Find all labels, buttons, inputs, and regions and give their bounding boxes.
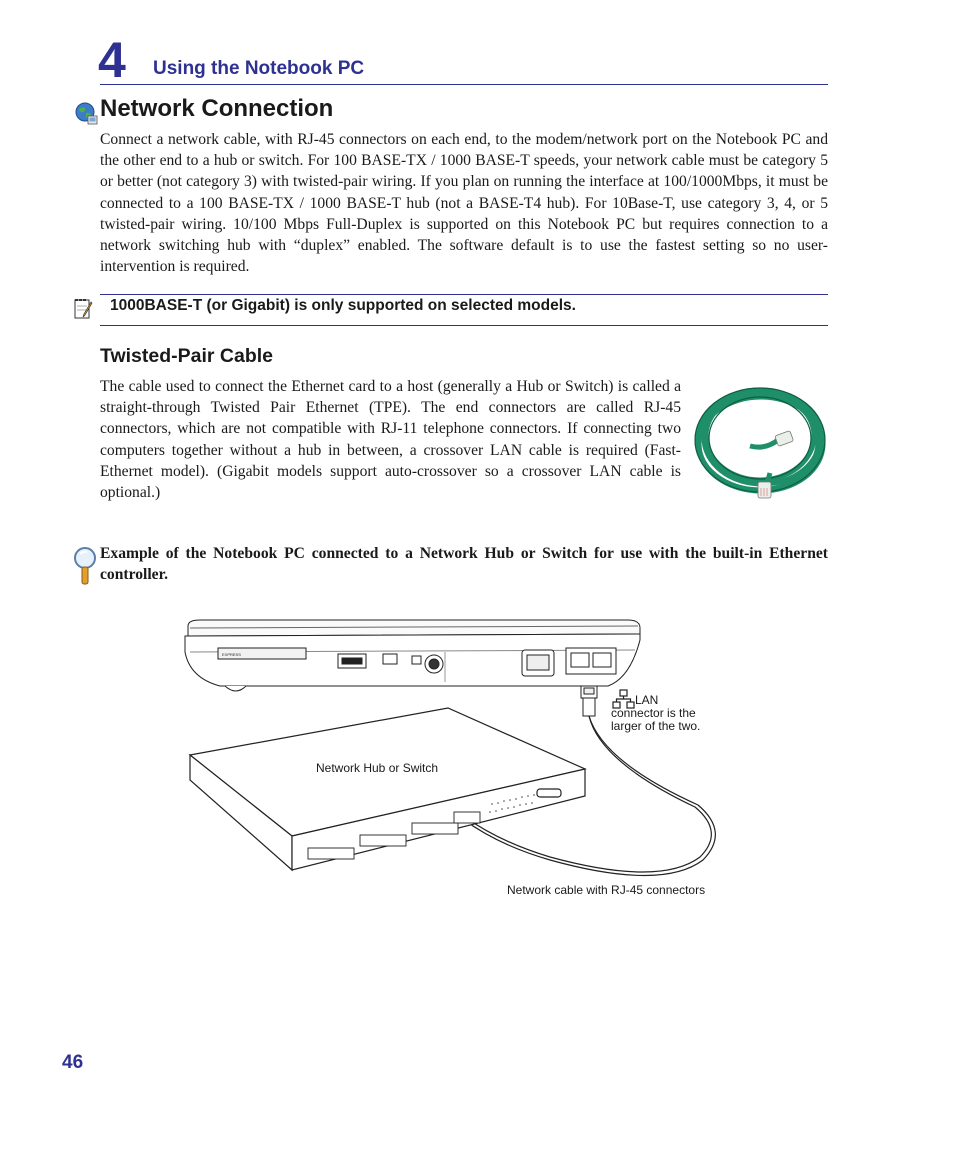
laptop-brand-text: EXPRESS <box>222 652 241 657</box>
hub-label: Network Hub or Switch <box>316 761 439 775</box>
ethernet-cable-photo <box>690 378 830 508</box>
section-title: Network Connection <box>100 95 334 122</box>
network-connection-paragraph: Connect a network cable, with RJ-45 connectors on each end, to the modem/network port on the Notebook PC and the other end to a hub or switch. For 100 BASE-TX / 1000 BASE-T speeds, your network cable must be category 5 or better (not category 3) with twisted-pair wiring. If you plan on running the interface at 100/1000Mbps, it must be connected to a 100 BASE-TX / 1000 BASE-T hub (not a BASE-T4 hub). For 10Base-T, use category 3, 4, or 5 twisted-pair wiring. 10/100 Mbps Full-Duplex is supported on this Notebook PC but requires connection to a network switching hub with “duplex” enabled. The software default is to use the fastest setting so no user-intervention is required. <box>100 131 828 276</box>
header-rule <box>100 84 828 85</box>
notebook-pc-illustration <box>185 620 640 691</box>
note-bottom-rule <box>100 325 828 326</box>
note-text: 1000BASE-T (or Gigabit) is only supported on selected models. <box>110 297 576 314</box>
chapter-title: Using the Notebook PC <box>153 58 365 79</box>
page-number: 46 <box>62 1052 84 1073</box>
example-caption: Example of the Notebook PC connected to a Network Hub or Switch for use with the built-in Ethernet controller. <box>100 545 828 584</box>
lan-plug-top <box>581 686 597 716</box>
chapter-number: 4 <box>98 32 126 88</box>
magnifier-icon <box>72 546 98 591</box>
network-diagram <box>180 612 740 902</box>
note-top-rule <box>100 294 828 295</box>
cable-label: Network cable with RJ-45 connectors <box>507 883 706 897</box>
globe-network-icon <box>74 100 98 131</box>
lan-label-line2: connector is the <box>611 706 696 720</box>
network-hub-illustration <box>190 708 585 870</box>
twisted-pair-paragraph: The cable used to connect the Ethernet card to a host (generally a Hub or Switch) is called a straight-through Twisted Pair Ethernet (TPE). The end connectors are called RJ-45 connectors, which are not compatible with RJ-11 telephone connectors. If connecting two computers together without a hub in between, a crossover LAN cable is required (Fast-Ethernet model). (Gigabit models support auto-crossover so a crossover LAN cable is optional.) <box>100 378 681 502</box>
twisted-pair-title: Twisted-Pair Cable <box>100 345 274 367</box>
lan-label-line1: LAN <box>635 693 659 707</box>
notepad-icon <box>74 298 94 325</box>
lan-label-line3: larger of the two. <box>611 719 701 733</box>
